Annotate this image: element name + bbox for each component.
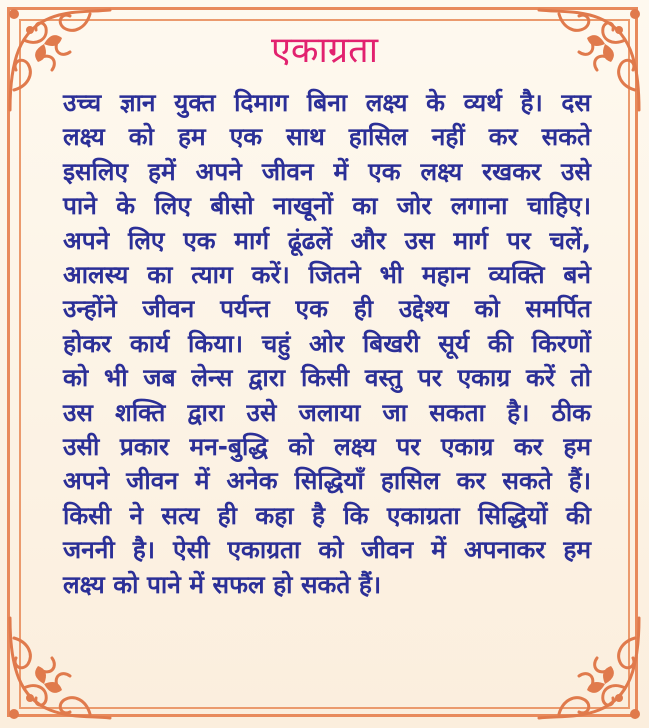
floral-corner-icon — [0, 610, 118, 728]
body-text — [63, 86, 591, 602]
text-line: लक्ष्य को पाने में सफल हो सकते हैं। — [63, 569, 382, 599]
text-line: लक्ष्य को हम एक साथ हासिल नहीं कर सकते — [63, 122, 591, 152]
text-line: किसी ने सत्य ही कहा है कि एकाग्रता सिद्धियों की — [63, 500, 591, 530]
text-line: उसी प्रकार मन-बुद्धि को लक्ष्य पर एकाग्र कर हम — [63, 432, 591, 462]
text-line: अपने लिए एक मार्ग ढूंढलें और उस मार्ग पर चलें, — [63, 225, 591, 255]
text-line: इसलिए हमें अपने जीवन में एक लक्ष्य रखकर उसे — [63, 156, 591, 186]
text-line: उन्होंने जीवन पर्यन्त एक ही उद्देश्य को समर्पित — [63, 294, 591, 324]
floral-corner-icon — [531, 610, 649, 728]
text-line: उस शक्ति द्वारा उसे जलाया जा सकता है। ठीक — [63, 397, 591, 427]
text-line: को भी जब लेन्स द्वारा किसी वस्तु पर एकाग्र करें तो — [63, 363, 591, 393]
text-line: उच्च ज्ञान युक्त दिमाग बिना लक्ष्य के व्यर्थ है। दस — [63, 88, 591, 117]
text-line: जननी है। ऐसी एकाग्रता को जीवन में अपनाकर हम — [63, 535, 591, 565]
text-line: आलस्य का त्याग करें। जितने भी महान व्यक्ति बने — [63, 260, 591, 290]
page-title: एकाग्रता — [270, 30, 379, 71]
text-line: अपने जीवन में अनेक सिद्धियाँ हासिल कर सकते हैं। — [63, 466, 591, 496]
text-line: पाने के लिए बीसो नाखूनों का जोर लगाना चाहिए। — [63, 191, 591, 221]
text-line: होकर कार्य किया। चहुं ओर बिखरी सूर्य की किरणों — [63, 328, 591, 358]
